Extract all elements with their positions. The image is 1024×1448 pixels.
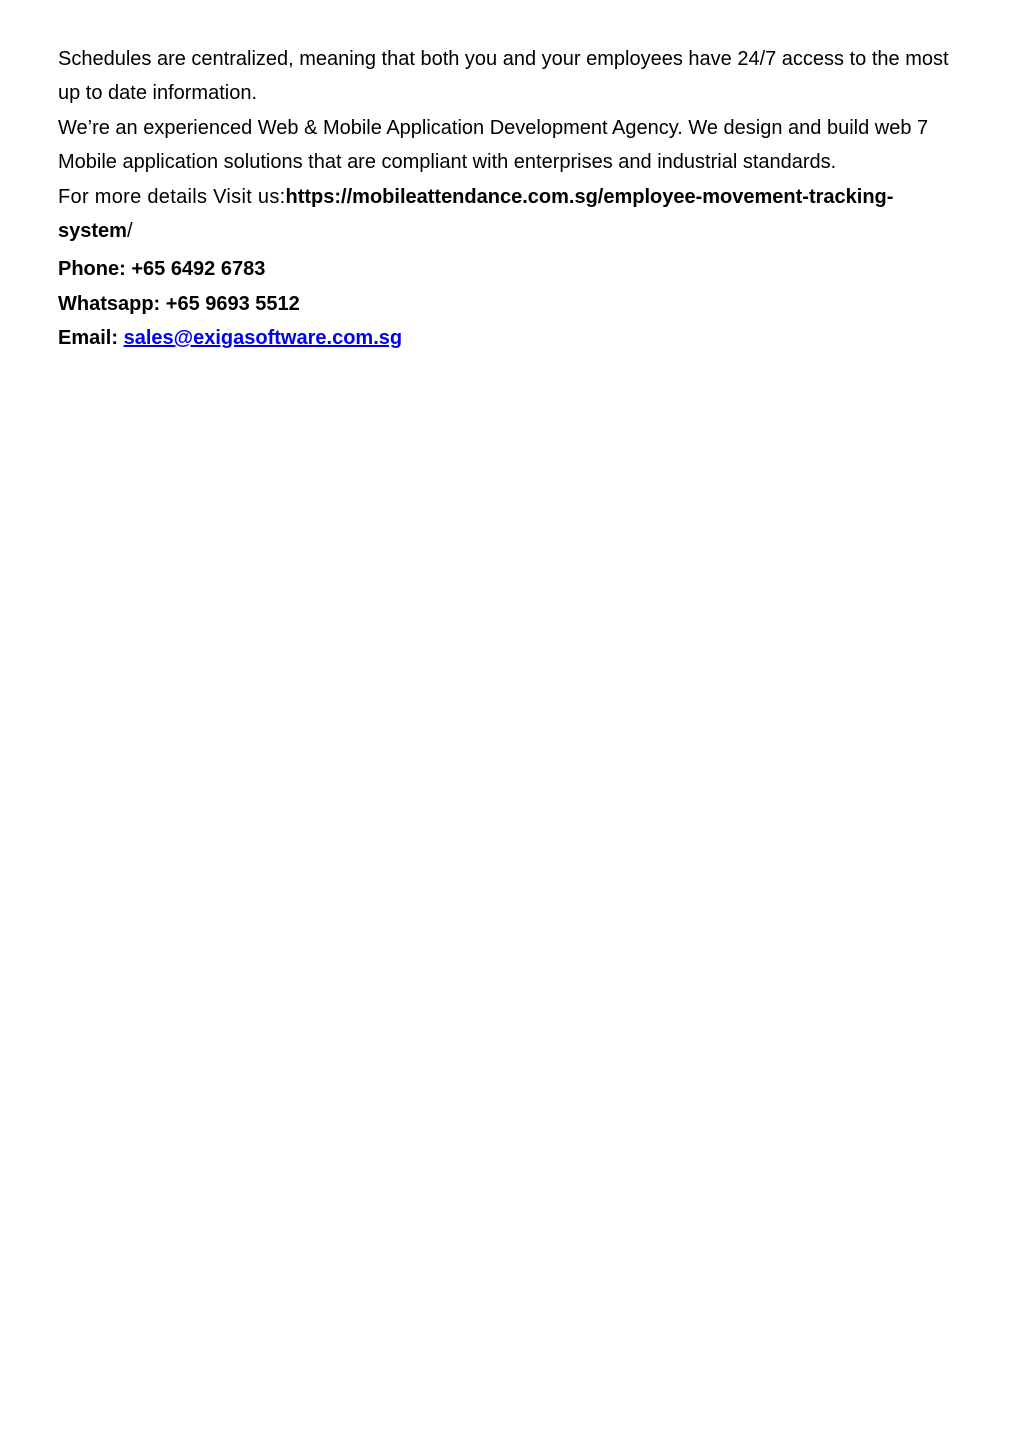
schedules-paragraph: Schedules are centralized, meaning that both you and your employees have 24/7 access to the most up to date information. bbox=[58, 48, 949, 105]
document-content bbox=[58, 42, 958, 356]
email-label: Email: bbox=[58, 327, 124, 350]
website-url-tail: / bbox=[126, 220, 133, 243]
email-line bbox=[58, 321, 958, 355]
visit-us-line bbox=[58, 180, 958, 249]
contact-block bbox=[58, 252, 958, 355]
whatsapp-line: Whatsapp: +65 9693 5512 bbox=[58, 292, 300, 315]
visit-us-label: For more details Visit us: bbox=[58, 185, 286, 208]
agency-paragraph: We’re an experienced Web & Mobile Application Development Agency. We design and build web 7 Mobile application solutions that are compliant with enterprises and industrial standards. bbox=[58, 116, 929, 174]
phone-line: Phone: +65 6492 6783 bbox=[58, 258, 266, 281]
email-link[interactable]: sales@exigasoftware.com.sg bbox=[123, 327, 403, 350]
website-url[interactable]: https://mobileattendance.com.sg/employee-movement-tracking-system bbox=[58, 185, 894, 243]
